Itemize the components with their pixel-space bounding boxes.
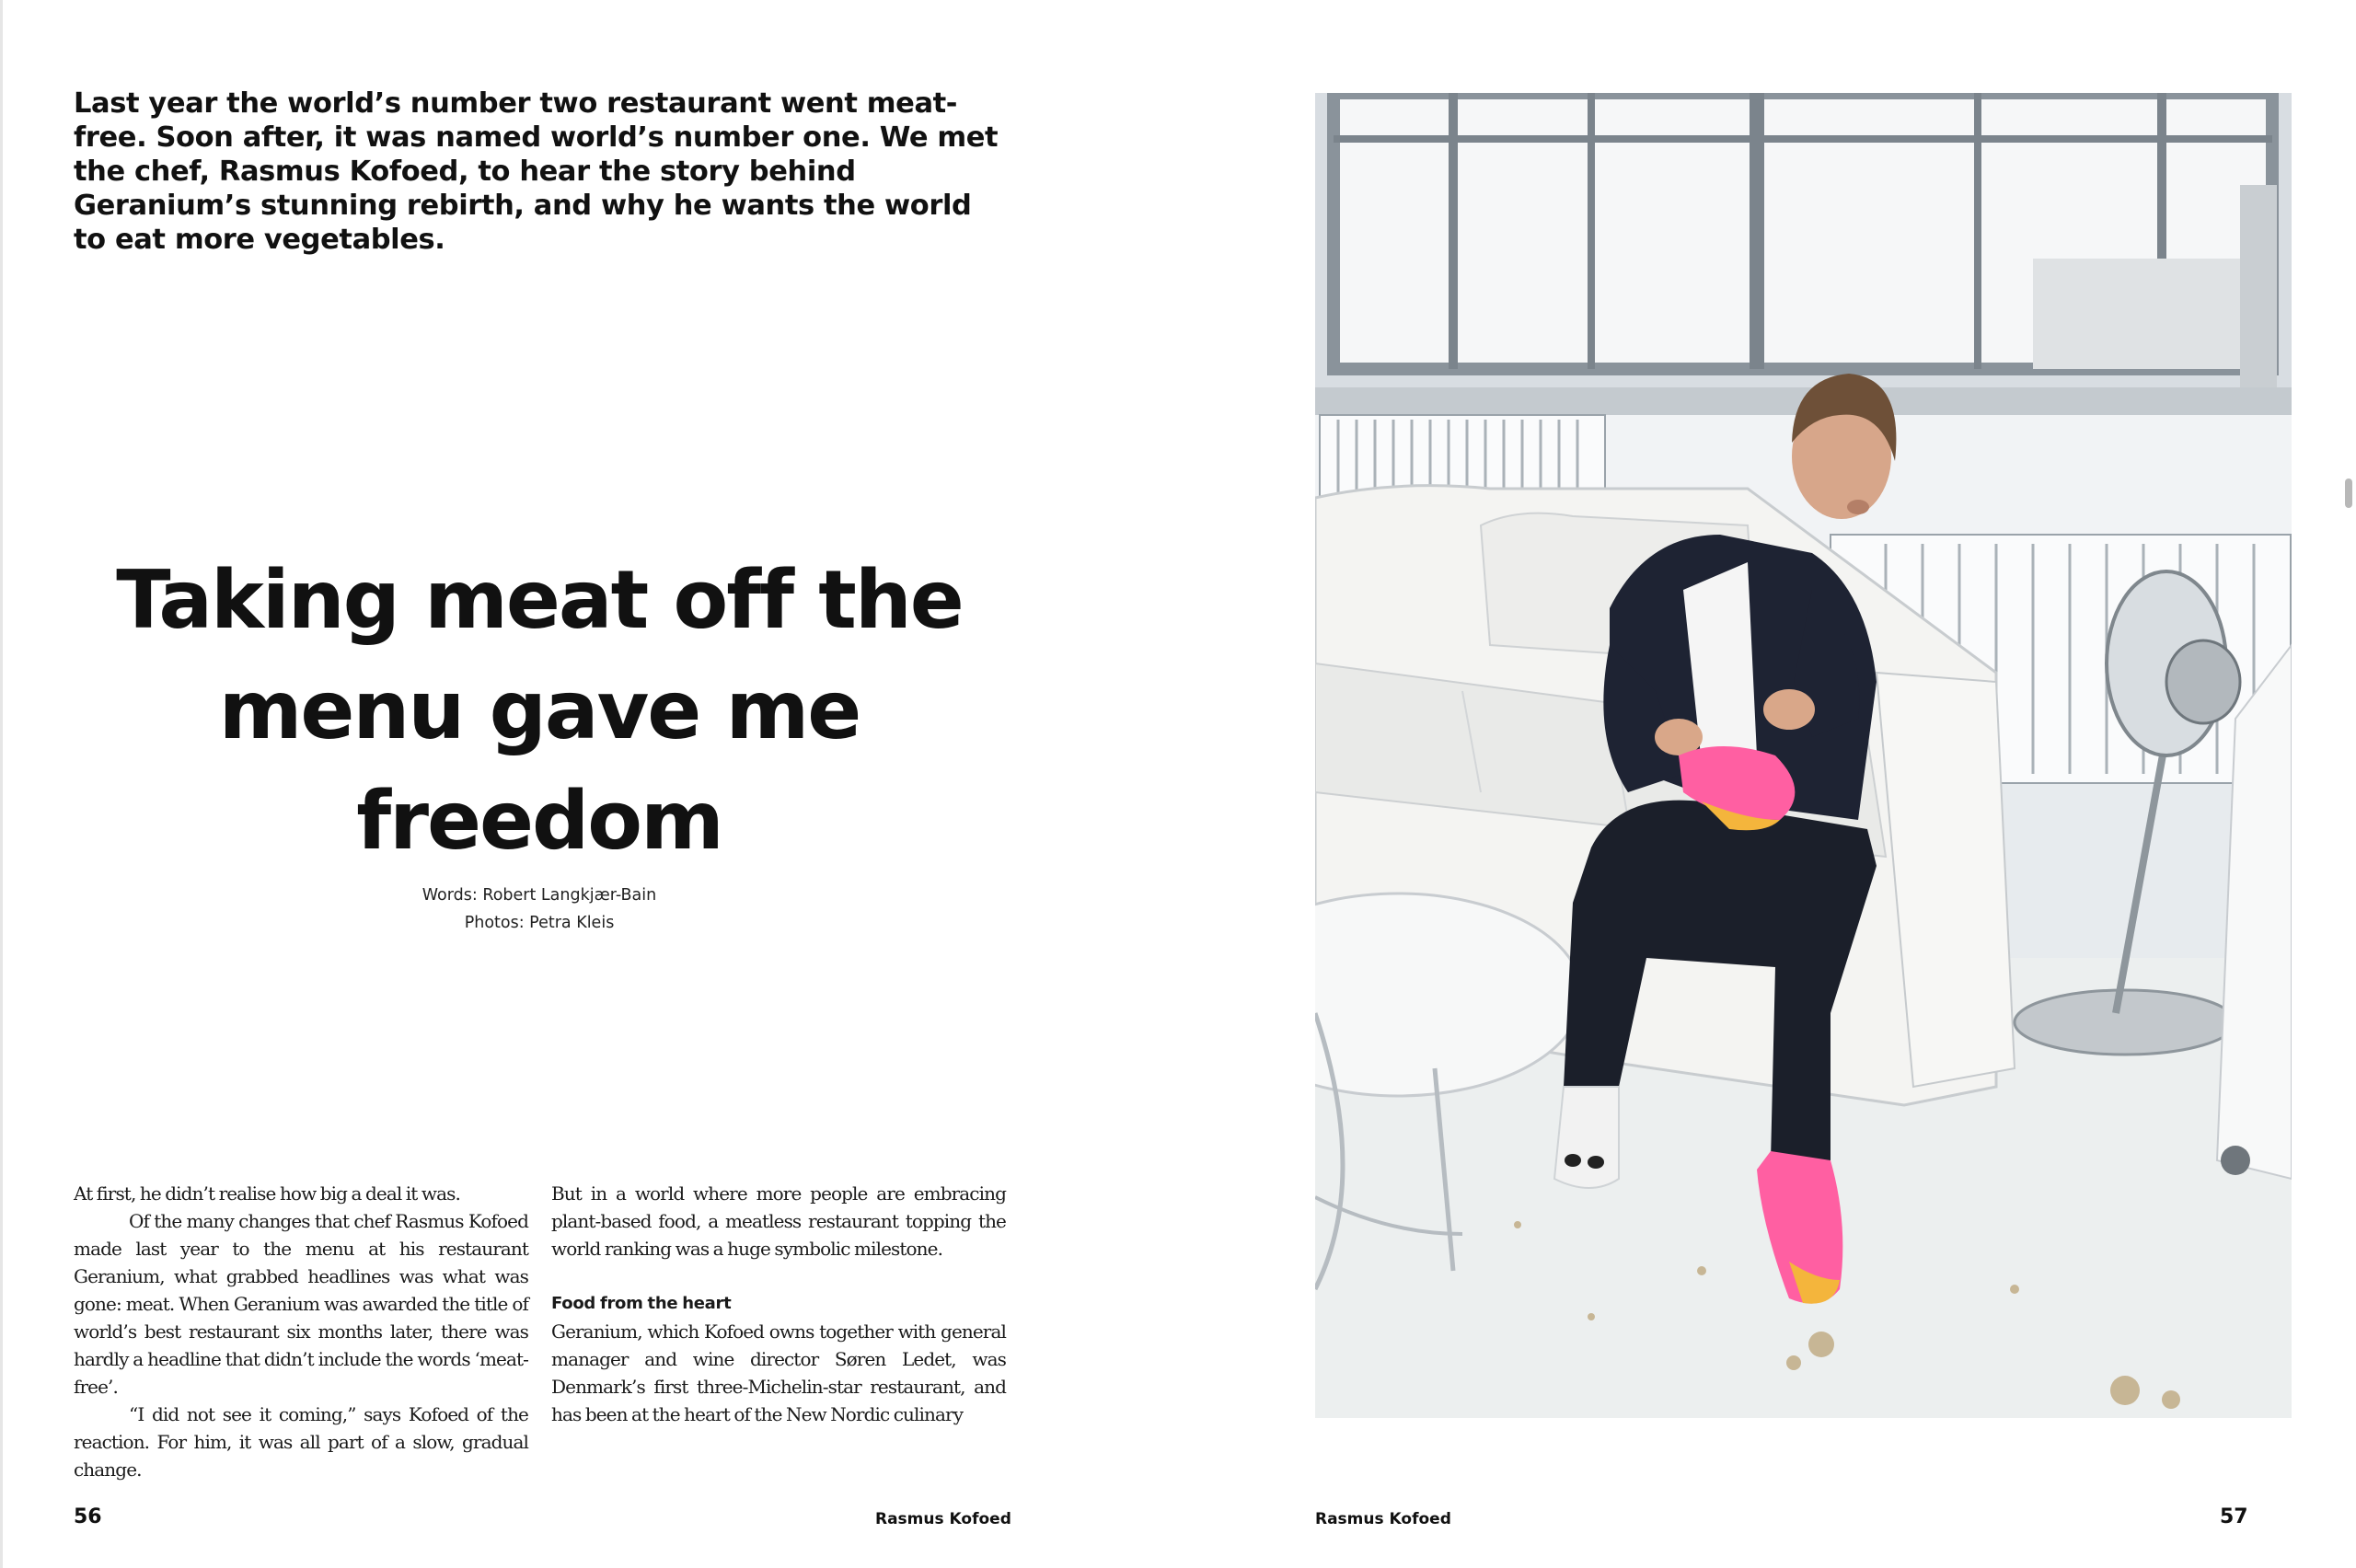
- body-paragraph: At first, he didn’t realise how big a deal it was.: [74, 1182, 460, 1205]
- headline-line-1: Taking meat off the: [116, 553, 963, 647]
- byline: [304, 882, 775, 937]
- headline-line-2: menu gave me freedom: [218, 663, 860, 868]
- page-number-left: 56: [74, 1505, 102, 1528]
- running-head-right: Rasmus Kofoed: [1315, 1510, 1451, 1528]
- page-edge: [0, 0, 3, 1568]
- chef-photo: [1315, 93, 2292, 1418]
- section-subhead: Food from the heart: [551, 1294, 732, 1313]
- body-column-1: [74, 1180, 528, 1483]
- body-column-2: [551, 1180, 1006, 1428]
- body-paragraph: “I did not see it coming,” says Kofoed of the reaction. For him, it was all part of a slow, gradual change.: [74, 1403, 528, 1481]
- intro-standfirst: Last year the world’s number two restaurant went meat-free. Soon after, it was named world’s number one. We met the chef, Rasmus Kofoed, to hear the story behind Geranium’s stunning rebirth, and why he wants the world to eat more vegetables.: [74, 87, 999, 256]
- words-credit: Words: Robert Langkjær-Bain: [422, 886, 657, 905]
- page-number-right: 57: [2220, 1505, 2248, 1528]
- body-paragraph: Geranium, which Kofoed owns together with general manager and wine director Søren Ledet, was Denmark’s first three-Michelin-star restaurant, and has been at the heart of the New Nordic culinary: [551, 1320, 1006, 1425]
- running-head-left: Rasmus Kofoed: [875, 1510, 1011, 1528]
- photos-credit: Photos: Petra Kleis: [464, 914, 615, 932]
- scrollbar-thumb[interactable]: [2345, 478, 2352, 508]
- article-headline: [55, 545, 1023, 876]
- body-paragraph: Of the many changes that chef Rasmus Kofoed made last year to the menu at his restaurant Geranium, what grabbed headlines was what was gone: meat. When Geranium was awarded the title of world’s best restaurant six months later, there was hardly a headline that didn’t include the words ‘meat-free’.: [74, 1210, 528, 1398]
- body-paragraph: But in a world where more people are embracing plant-based food, a meatless restaurant topping the world ranking was a huge symbolic milestone.: [551, 1182, 1006, 1260]
